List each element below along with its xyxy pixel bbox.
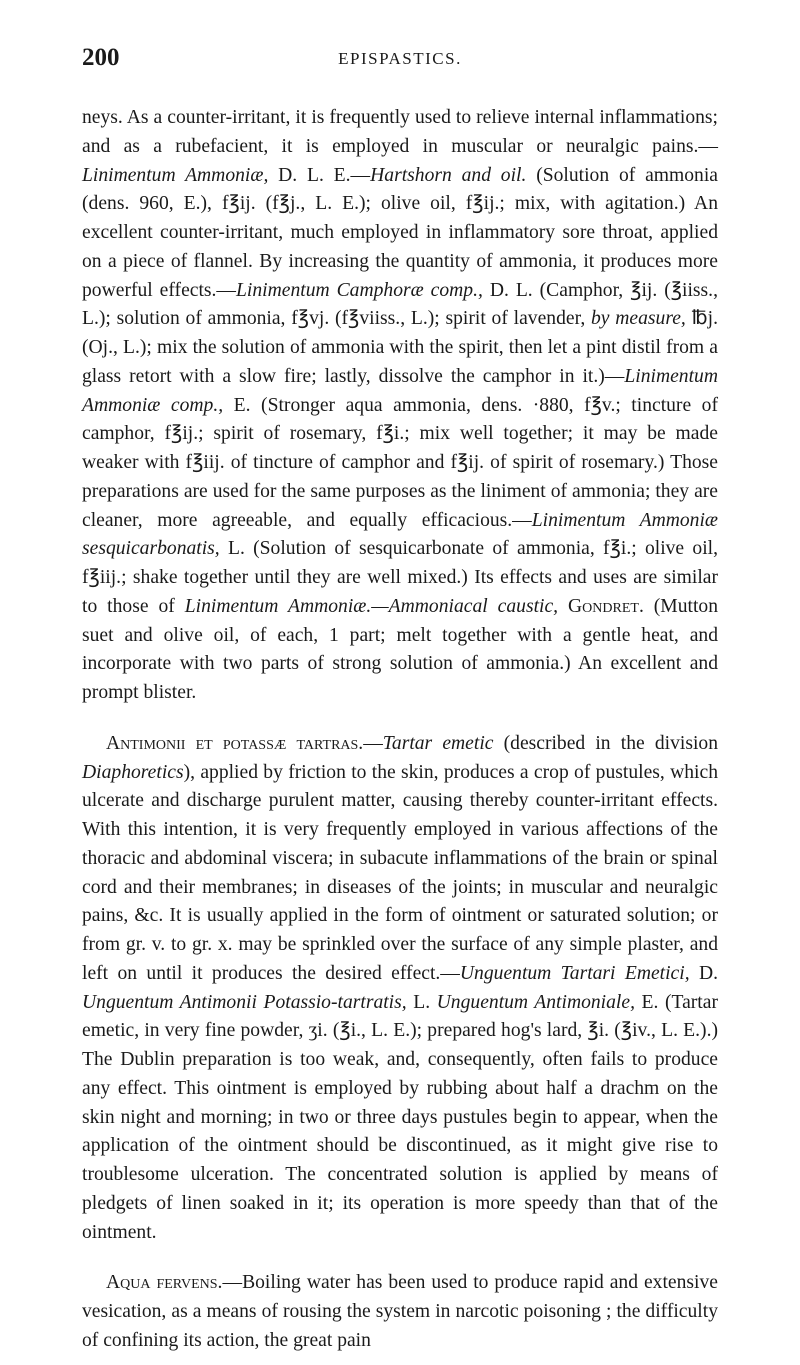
italic-term: Linimentum Ammoniæ.—Ammoniacal caustic, bbox=[184, 595, 559, 617]
paragraph-3 bbox=[82, 1269, 718, 1355]
italic-term: Diaphoretics bbox=[82, 761, 184, 783]
italic-term: Linimentum Camphoræ comp., bbox=[236, 279, 483, 301]
text-run: L. bbox=[406, 991, 437, 1013]
italic-term: Linimentum Ammoniæ sesquicarbonatis, bbox=[82, 509, 718, 560]
small-caps-heading: Aqua fervens. bbox=[106, 1272, 223, 1294]
paragraph-2 bbox=[82, 730, 718, 1248]
text-run: E. (Tartar emetic, in very fine powder, ʒi. (℥i., L. E.); prepared hog's lard, ℥i. (℥iv., L. E.).) The Dublin preparation is too weak, and, consequently, often fails to produce any effect. This ointment is employed by rubbing about half a drachm on the skin night and morning; in two or three days pustules begin to appear, when the application of the ointment should be discontinued, as it might give rise to troublesome ulceration. The concentrated solution is applied by means of pledgets of linen soaked in it; its operation is more speedy than that of the ointment. bbox=[82, 991, 718, 1243]
page-number: 200 bbox=[82, 44, 120, 71]
italic-term: Linimentum Ammoniæ, bbox=[82, 164, 269, 186]
running-head bbox=[82, 44, 718, 74]
italic-term: Hartshorn and oil. bbox=[370, 164, 527, 186]
text-run: D. L. E.— bbox=[268, 164, 371, 186]
text-run: —Boiling water has been used to produce rapid and extensive vesication, as a means of rousing the system in narcotic poisoning ; the difficulty of confining its action, the great pain bbox=[82, 1272, 718, 1351]
text-run: (described in the division bbox=[493, 732, 718, 754]
text-run: D. bbox=[689, 962, 718, 984]
italic-term: Tartar emetic bbox=[382, 732, 494, 754]
italic-term: by measure, bbox=[591, 308, 686, 330]
italic-term: Unguentum Antimoniale, bbox=[436, 991, 635, 1013]
text-run: (Mutton suet and olive oil, of each, 1 part; melt together with a gentle heat, and incorporate with two parts of strong solution of ammonia.) An excellent and prompt blister. bbox=[82, 595, 719, 703]
text-run: ℔j. (Oj., L.); mix the solution of ammonia with the spirit, then let a pint distil from a glass retort with a slow fire; lastly, dissolve the camphor in it.)— bbox=[82, 308, 718, 387]
text-run: — bbox=[363, 732, 383, 754]
paragraph-1 bbox=[82, 104, 718, 708]
text-run: ), applied by friction to the skin, produces a crop of pustules, which ulcerate and discharge purulent matter, causing thereby counter-irritant effects. With this intention, it is very frequently employed in various affections of the thoracic and abdominal viscera; in subacute inflammations of the brain or spinal cord and their membranes; in diseases of the joints; in muscular and neuralgic pains, &c. It is usually applied in the form of ointment or saturated solution; or from gr. v. to gr. x. may be sprinkled over the surface of any simple plaster, and left on until it produces the desired effect.— bbox=[82, 761, 718, 984]
text-run: L. (Solution of sesquicarbonate of ammonia, f℥i.; olive oil, f℥iij.; shake together until they are well mixed.) Its effects and uses are similar to those of bbox=[82, 538, 718, 617]
text-run: (Solution of ammonia (dens. 960, E.), f℥ij. (f℥j., L. E.); olive oil, f℥ij.; mix, with agitation.) An excellent counter-irritant, much employed in inflammatory sore throat, applied on a piece of flannel. By increasing the quantity of ammonia, it produces more powerful effects.— bbox=[82, 164, 718, 301]
small-caps-heading: Gondret. bbox=[568, 595, 644, 617]
italic-term: Unguentum Antimonii Potassio-tartratis, bbox=[82, 991, 407, 1013]
small-caps-heading: Antimonii et potassæ tartras. bbox=[106, 732, 364, 754]
italic-term: Linimentum Ammoniæ comp., bbox=[82, 365, 718, 416]
text-run: D. L. (Camphor, ℥ij. (℥iiss., L.); solution of ammonia, f℥vj. (f℥viiss., L.); spirit of lavender, bbox=[82, 279, 718, 330]
italic-term: Unguentum Tartari Emetici, bbox=[459, 962, 690, 984]
text-run: E. (Stronger aqua ammonia, dens. ·880, f℥v.; tincture of camphor, f℥ij.; spirit of rosemary, f℥i.; mix well together; it may be made weaker with f℥iij. of tincture of camphor and f℥ij. of spirit of rosemary.) Those preparations are used for the same purposes as the liniment of ammonia; they are cleaner, more agreeable, and equally efficacious.— bbox=[82, 394, 718, 531]
running-title: EPISPASTICS. bbox=[338, 49, 462, 68]
body-text bbox=[82, 104, 718, 1356]
text-run: neys. As a counter-irritant, it is frequently used to relieve internal inflammations; and as a rubefacient, it is employed in muscular or neuralgic pains.— bbox=[82, 107, 718, 157]
text-run bbox=[558, 596, 568, 617]
